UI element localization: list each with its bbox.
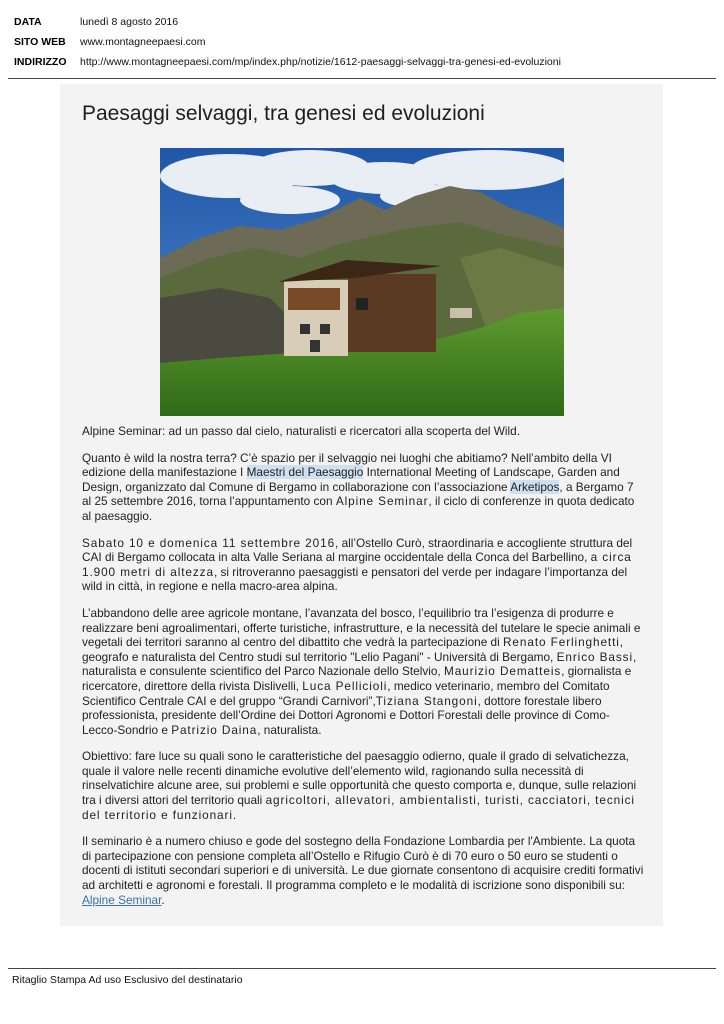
paragraph-intro (82, 451, 644, 524)
paragraph-speakers (82, 606, 644, 737)
text-span: Il seminario è a numero chiuso e gode del sostegno della Fondazione Lombardia per l'Ambiente. La quota di partecipazione con pensione completa all’Ostello e Rifugio Curò è di 70 euro o 50 euro se studenti o docenti di istituti secondari superiori e di università. Le due giornate consentono di acquisire crediti formativi ad architetti e agronomi e forestali. Il programma completo e le modalità di iscrizione sono disponibili su: (82, 834, 644, 893)
speaker-name: Maurizio Dematteis (443, 664, 562, 679)
meta-row-date (14, 12, 561, 32)
text-span: Quanto è wild la nostra terra? C’è spazio per il selvaggio nei luoghi che abitiamo? Nell’ambito della VI edizione della manifestazione I (82, 450, 612, 480)
paragraph-objective (82, 749, 644, 822)
article-title: Paesaggi selvaggi, tra genesi ed evoluzioni (82, 102, 485, 125)
meta-value-site: www.montagneepaesi.com (80, 36, 206, 48)
paragraph-dates (82, 536, 644, 594)
meta-label-site: SITO WEB (14, 36, 66, 48)
text-span: , naturalista. (257, 722, 322, 737)
meta-value-address: http://www.montagneepaesi.com/mp/index.php/notizie/1612-paesaggi-selvaggi-tra-genesi-ed-evoluzioni (80, 56, 561, 68)
text-span: Obiettivo: fare luce su quali sono le caratteristiche del paesaggio odierno, quale il grado di selvatichezza, quale il valore nelle recenti dinamiche evolutive dell’elemento wild, ragionando sulla necessità di rinselvatichire alcune aree, sui problemi e sulle opportunità che questo comporta e, dunque, sulle relazioni tra i diversi attori del territorio quali (82, 749, 637, 808)
speaker-name: Renato Ferlinghetti (503, 635, 620, 650)
text-span: , naturalista e consulente scientifico del Parco Nazionale dello Stelvio, (82, 649, 637, 679)
footer-divider (8, 968, 716, 969)
text-span: International Meeting of Landscape, Garden and Design, organizzato dal Comune di Bergamo in collaborazione con l’associazione (82, 465, 620, 494)
article-body (82, 424, 644, 919)
paragraph-info (82, 834, 644, 907)
meta-row-address (14, 52, 561, 72)
text-span: . (161, 892, 165, 907)
text-span: , all’Ostello Curò, straordinaria e accogliente struttura del CAI di Bergamo collocata in alta Valle Seriana al margine occidentale della Conca del Barbellino, (82, 535, 633, 565)
spaced-altitude: a circa 1.900 metri di altezza (82, 550, 632, 579)
speaker-name: Enrico Bassi (556, 649, 633, 664)
text-span: , giornalista e ricercatore, direttore della rivista Dislivelli, (82, 664, 632, 693)
speaker-name: Tiziana Stangoni (375, 693, 478, 708)
meta-row-site (14, 32, 561, 52)
meta-value-date: lunedì 8 agosto 2016 (80, 16, 179, 28)
highlight-maestri-del-paesaggio: Maestri del Paesaggio (246, 465, 364, 480)
text-span: , si ritroveranno paesaggisti e pensatori del verde per indagare l’importanza del wild in città, in regione e nella macro-area alpina. (82, 564, 628, 594)
spaced-actors: agricoltori, allevatori, ambientalisti, turisti, cacciatori, tecnici del territorio e funzionari (82, 793, 635, 822)
meta-label-date: DATA (14, 16, 42, 28)
hut-building (278, 260, 442, 356)
meta-label-address: INDIRIZZO (14, 56, 67, 68)
mountain-hut-photo (160, 148, 564, 416)
text-span: , il ciclo di conferenze in quota dedicato al paesaggio. (82, 494, 635, 523)
text-span: , medico veterinario, membro del Comitato Scientifico Centrale CAI e del gruppo “Grandi Carnivori”, (82, 678, 610, 708)
alpine-seminar-link[interactable]: Alpine Seminar (82, 892, 162, 907)
text-span: L’abbandono delle aree agricole montane, l’avanzata del bosco, l’equilibrio tra l’esigenza di produrre e realizzare beni agroalimentari, offerte turistiche, infrastrutture, e la necessità del tutelare le specie animali e vegetali dei territori saranno al centro del dibattito che vedrà la partecipazione di (82, 605, 641, 650)
spaced-alpine-seminar: Alpine Seminar (335, 494, 429, 509)
header-divider (8, 78, 716, 79)
article-lead: Alpine Seminar: ad un passo dal cielo, naturalisti e ricercatori alla scoperta del Wild. (82, 424, 521, 438)
document-metadata (14, 12, 561, 72)
article-photo (160, 148, 564, 416)
text-span: . (232, 807, 237, 822)
speaker-name: Luca Pellicioli (302, 678, 388, 693)
spaced-dates: Sabato 10 e domenica 11 settembre 2016 (82, 535, 336, 550)
text-span: , a Bergamo 7 al 25 settembre 2016, torna l’appuntamento con (82, 479, 634, 509)
footer-note: Ritaglio Stampa Ad uso Esclusivo del destinatario (12, 974, 243, 986)
article-panel (60, 84, 663, 926)
text-span: , dottore forestale libero professionista, presidente dell’Ordine dei Dottori Agronomi e Dottori Forestali delle province di Como-Lecco-Sondrio e (82, 693, 610, 737)
text-span: , geografo e naturalista del Centro studi sul territorio "Lelio Pagani" - Università di Bergamo, (82, 635, 624, 664)
speaker-name: Patrizio Daina (171, 722, 258, 737)
highlight-arketipos: Arketipos (510, 479, 560, 494)
